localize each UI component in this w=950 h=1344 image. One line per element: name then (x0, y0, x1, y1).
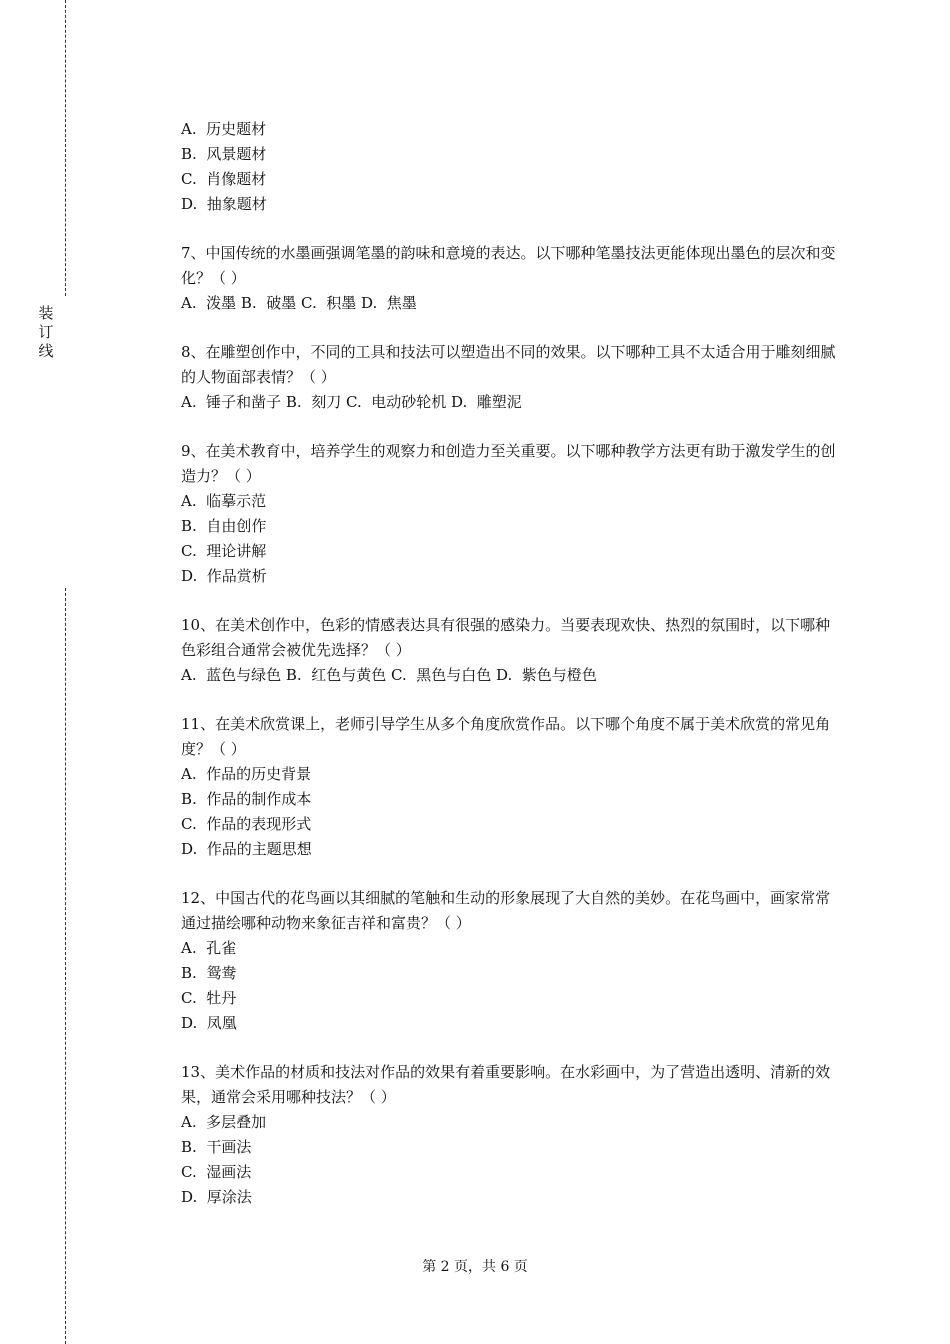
question-9 (181, 439, 841, 589)
question-stem: 13、美术作品的材质和技法对作品的效果有着重要影响。在水彩画中，为了营造出透明、清新的效果，通常会采用哪种技法？（ ） (181, 1063, 831, 1106)
question-12 (181, 886, 841, 1036)
option: D. 作品赏析 (181, 567, 267, 585)
question-13 (181, 1060, 841, 1210)
option: B. 鸳鸯 (181, 964, 237, 982)
option: A. 孔雀 (181, 939, 237, 957)
question-6-options-continued (181, 117, 841, 217)
option: D. 作品的主题思想 (181, 840, 312, 858)
question-stem: 12、中国古代的花鸟画以其细腻的笔触和生动的形象展现了大自然的美妙。在花鸟画中，画家常常通过描绘哪种动物来象征吉祥和富贵？（ ） (181, 889, 831, 932)
page-number: 第 2 页，共 6 页 (422, 1259, 528, 1275)
question-10 (181, 613, 841, 688)
inline-options: A. 锤子和凿子 B. 刻刀 C. 电动砂轮机 D. 雕塑泥 (181, 393, 522, 411)
option: C. 作品的表现形式 (181, 815, 312, 833)
question-11 (181, 712, 841, 862)
option: A. 历史题材 (181, 120, 267, 138)
question-list (181, 117, 841, 1210)
binding-label-char: 装 (38, 304, 54, 322)
option: C. 肖像题材 (181, 170, 267, 188)
question-stem: 11、在美术欣赏课上，老师引导学生从多个角度欣赏作品。以下哪个角度不属于美术欣赏的常见角度？（ ） (181, 715, 831, 758)
option: B. 作品的制作成本 (181, 790, 312, 808)
option: A. 作品的历史背景 (181, 765, 312, 783)
option: B. 自由创作 (181, 517, 267, 535)
option: C. 牡丹 (181, 989, 237, 1007)
question-stem: 8、在雕塑创作中，不同的工具和技法可以塑造出不同的效果。以下哪种工具不太适合用于雕刻细腻的人物面部表情？（ ） (181, 343, 836, 386)
question-stem: 7、中国传统的水墨画强调笔墨的韵味和意境的表达。以下哪种笔墨技法更能体现出墨色的层次和变化？（ ） (181, 244, 836, 287)
question-stem: 9、在美术教育中，培养学生的观察力和创造力至关重要。以下哪种教学方法更有助于激发学生的创造力？（ ） (181, 442, 836, 485)
option: D. 抽象题材 (181, 195, 267, 213)
option: A. 临摹示范 (181, 492, 267, 510)
binding-dashed-line-top (65, 0, 66, 296)
option: A. 多层叠加 (181, 1113, 267, 1131)
binding-label (37, 304, 55, 361)
option: D. 凤凰 (181, 1014, 237, 1032)
option: D. 厚涂法 (181, 1188, 252, 1206)
inline-options: A. 蓝色与绿色 B. 红色与黄色 C. 黑色与白色 D. 紫色与橙色 (181, 666, 597, 684)
binding-dashed-line-bottom (65, 588, 66, 1344)
option: C. 理论讲解 (181, 542, 267, 560)
question-7 (181, 241, 841, 316)
question-8 (181, 340, 841, 415)
binding-label-char: 线 (38, 342, 54, 360)
binding-label-char: 订 (38, 323, 54, 341)
option: B. 风景题材 (181, 145, 267, 163)
option: B. 干画法 (181, 1138, 252, 1156)
question-stem: 10、在美术创作中，色彩的情感表达具有很强的感染力。当要表现欢快、热烈的氛围时，以下哪种色彩组合通常会被优先选择？（ ） (181, 616, 831, 659)
inline-options: A. 泼墨 B. 破墨 C. 积墨 D. 焦墨 (181, 294, 417, 312)
option: C. 湿画法 (181, 1163, 252, 1181)
